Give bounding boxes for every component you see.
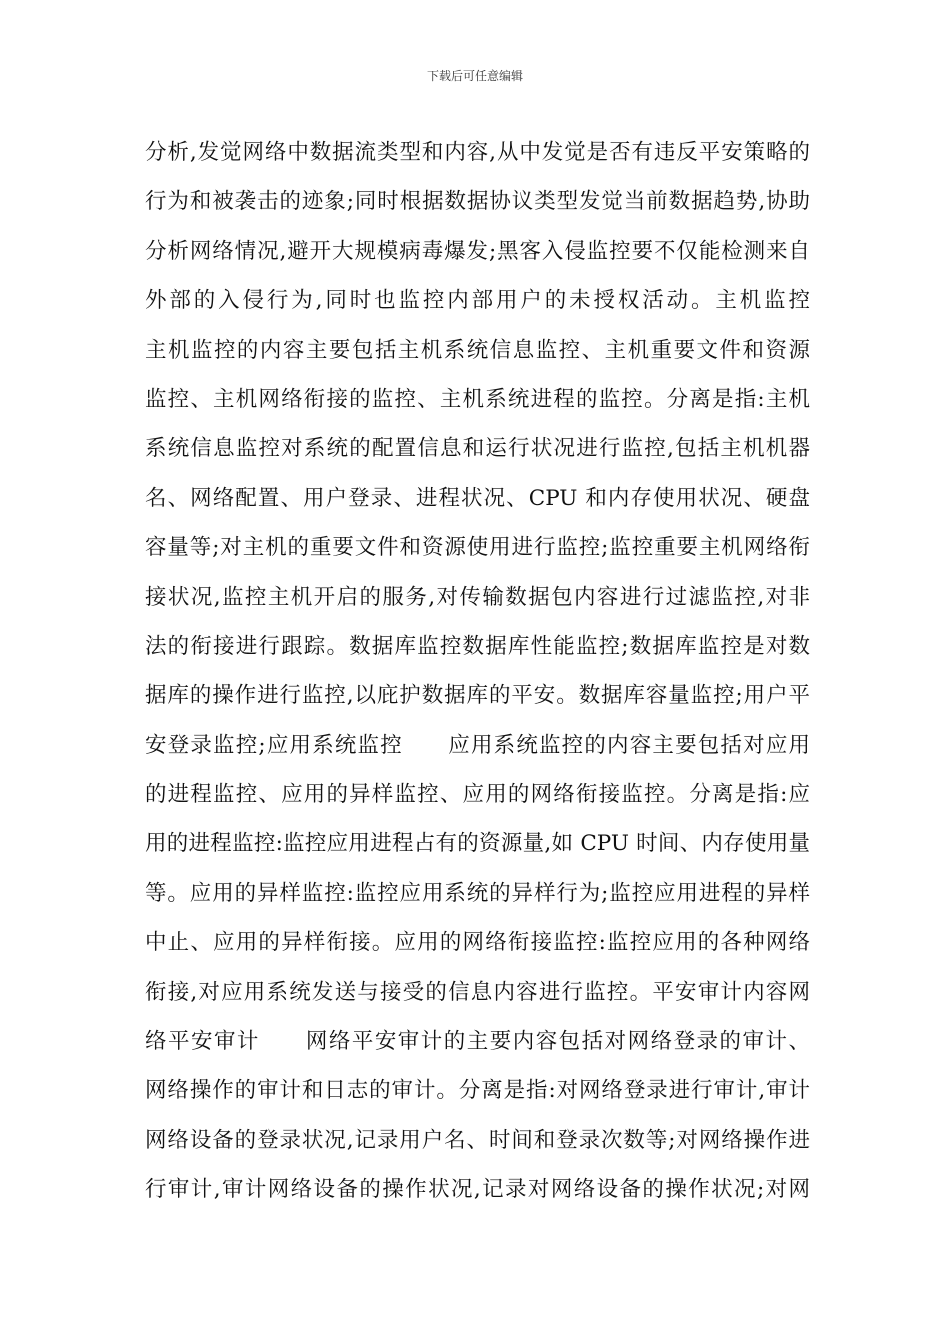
body-line: 接状况,监控主机开启的服务,对传输数据包内容进行过滤监控,对非 [145,584,810,610]
body-line: 法的衔接进行跟踪。数据库监控数据库性能监控;数据库监控是对数 [145,633,810,659]
body-line: 等。应用的异样监控:监控应用系统的异样行为;监控应用进程的异样 [145,880,810,906]
body-line: 主机监控的内容主要包括主机系统信息监控、主机重要文件和资源 [145,337,810,363]
body-line: 名、网络配置、用户登录、进程状况、CPU 和内存使用状况、硬盘 [145,485,810,511]
document-body [145,128,810,1215]
body-line: 的进程监控、应用的异样监控、应用的网络衔接监控。分离是指:应 [145,782,810,808]
body-line: 据库的操作进行监控,以庇护数据库的平安。数据库容量监控;用户平 [145,683,810,709]
body-line: 容量等;对主机的重要文件和资源使用进行监控;监控重要主机网络衔 [145,535,810,561]
body-line: 监控、主机网络衔接的监控、主机系统进程的监控。分离是指:主机 [145,386,810,412]
body-line: 外部的入侵行为,同时也监控内部用户的未授权活动。主机监控 [145,288,810,314]
body-line: 安登录监控;应用系统监控 应用系统监控的内容主要包括对应用 [145,732,810,758]
body-line: 系统信息监控对系统的配置信息和运行状况进行监控,包括主机机器 [145,436,810,462]
body-line: 行为和被袭击的迹象;同时根据数据协议类型发觉当前数据趋势,协助 [145,189,810,215]
body-line: 网络设备的登录状况,记录用户名、时间和登录次数等;对网络操作进 [145,1127,810,1153]
body-line: 用的进程监控:监控应用进程占有的资源量,如 CPU 时间、内存使用量 [145,831,810,857]
body-line: 分析,发觉网络中数据流类型和内容,从中发觉是否有违反平安策略的 [145,140,810,165]
page-header-note: 下载后可任意编辑 [426,69,523,83]
body-line: 中止、应用的异样衔接。应用的网络衔接监控:监控应用的各种网络 [145,930,810,956]
body-line: 网络操作的审计和日志的审计。分离是指:对网络登录进行审计,审计 [145,1078,810,1104]
body-line: 分析网络情况,避开大规模病毒爆发;黑客入侵监控要不仅能检测来自 [145,238,810,264]
body-line: 衔接,对应用系统发送与接受的信息内容进行监控。平安审计内容网 [145,979,810,1005]
body-line: 络平安审计 网络平安审计的主要内容包括对网络登录的审计、 [145,1029,810,1055]
body-line: 行审计,审计网络设备的操作状况,记录对网络设备的操作状况;对网 [145,1177,810,1203]
